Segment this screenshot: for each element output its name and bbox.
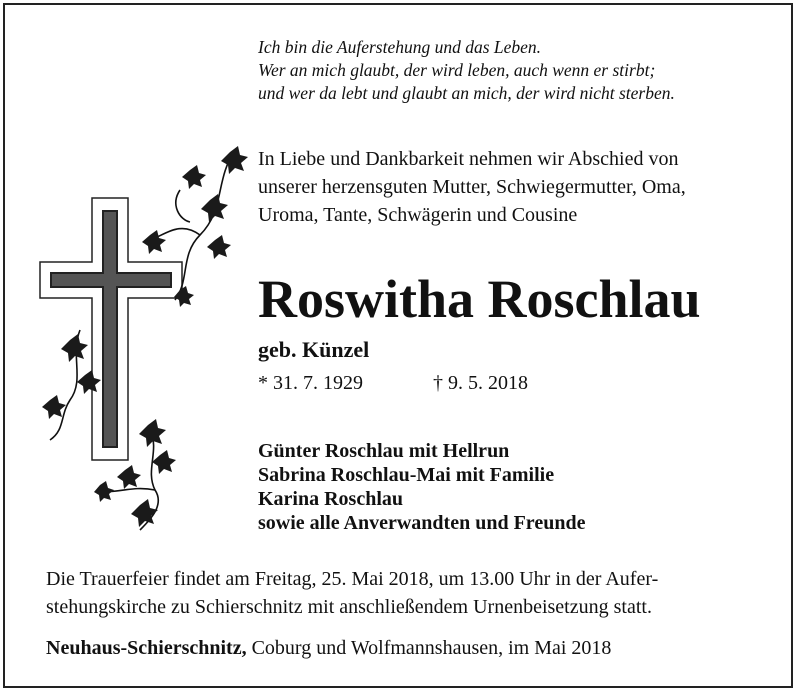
death-date: † 9. 5. 2018 [433,372,528,394]
cross-with-ivy-icon [30,140,250,540]
mourner-line: Günter Roschlau mit Hellrun [258,440,510,462]
closing-line [46,634,611,662]
verse-line: Wer an mich glaubt, der wird leben, auch wenn er stirbt; [258,60,656,80]
service-line: stehungskirche zu Schierschnitz mit anschließendem Urnenbeisetzung statt. [46,596,652,618]
verse-line: und wer da lebt und glaubt an mich, der wird nicht sterben. [258,83,675,103]
closing-rest: Coburg und Wolfmannshausen, im Mai 2018 [246,637,612,659]
service-line: Die Trauerfeier findet am Freitag, 25. Mai 2018, um 13.00 Uhr in der Aufer- [46,568,659,590]
birth-name: geb. Künzel [258,337,370,362]
intro-line: Uroma, Tante, Schwägerin und Cousine [258,204,578,226]
intro-text [258,145,686,229]
bible-verse [258,36,675,105]
intro-line: unserer herzensguten Mutter, Schwiegermutter, Oma, [258,176,686,198]
deceased-name: Roswitha Roschlau [258,269,701,329]
verse-line: Ich bin die Auferstehung und das Leben. [258,37,542,57]
life-dates [258,370,528,396]
funeral-service-text [46,565,658,621]
mourner-line: sowie alle Anverwandten und Freunde [258,512,586,534]
birth-date: * 31. 7. 1929 [258,372,363,394]
mourner-line: Sabrina Roschlau-Mai mit Familie [258,464,555,486]
closing-place: Neuhaus-Schierschnitz, [46,637,247,659]
mourners-list [258,439,585,535]
mourner-line: Karina Roschlau [258,488,404,510]
intro-line: In Liebe und Dankbarkeit nehmen wir Abschied von [258,148,679,170]
